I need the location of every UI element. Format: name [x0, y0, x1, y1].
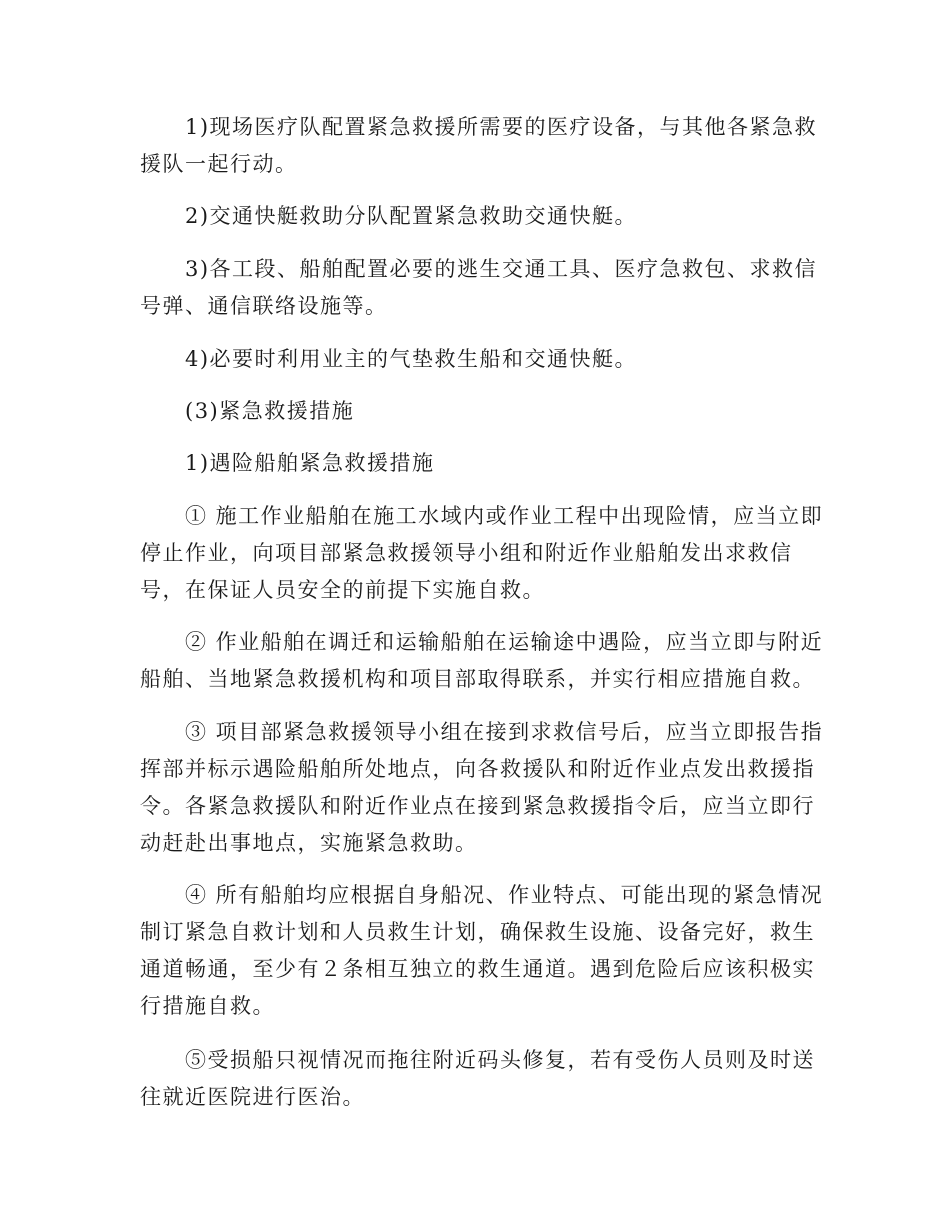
paragraph-item-2 [140, 624, 824, 698]
text-line: ⑤受损船只视情况而拖往附近码头修复，若有受伤人员则及时送 [185, 1048, 815, 1072]
subsection-heading-distressed-vessels [140, 445, 820, 482]
paragraph-item-5 [140, 1042, 820, 1116]
text-line: 船舶、当地紧急救援机构和项目部取得联系，并实行相应措施自救。 [140, 667, 815, 691]
text-line: 动赶赴出事地点，实施紧急救助。 [140, 831, 478, 855]
section-heading-rescue-measures [140, 393, 820, 430]
text-line: 行措施自救。 [140, 994, 275, 1018]
text-line: ③ 项目部紧急救援领导小组在接到求救信号后，应当立即报告指 [185, 720, 824, 744]
text-line: 1)现场医疗队配置紧急救援所需要的医疗设备，与其他各紧急救 [185, 115, 818, 139]
paragraph-item-3 [140, 714, 824, 862]
paragraph-medical-team [140, 109, 820, 183]
text-line: 号弹、通信联络设施等。 [140, 294, 388, 318]
text-line: 号，在保证人员安全的前提下实施自救。 [140, 578, 545, 602]
paragraph-work-section-equipment [140, 251, 820, 325]
text-line: 令。各紧急救援队和附近作业点在接到紧急救援指令后，应当立即行 [140, 794, 815, 818]
subsection-heading: 1)遇险船舶紧急救援措施 [185, 451, 435, 475]
text-line: 援队一起行动。 [140, 152, 298, 176]
text-line: 制订紧急自救计划和人员救生计划，确保救生设施、设备完好，救生 [140, 920, 815, 944]
text-line: 2)交通快艇救助分队配置紧急救助交通快艇。 [185, 204, 638, 228]
text-line: ① 施工作业船舶在施工水域内或作业工程中出现险情，应当立即 [185, 504, 824, 528]
paragraph-hovercraft [140, 341, 820, 378]
paragraph-item-1 [140, 498, 824, 609]
text-line: 停止作业，向项目部紧急救援领导小组和附近作业船舶发出求救信 [140, 541, 793, 565]
text-line: ② 作业船舶在调迁和运输船舶在运输途中遇险，应当立即与附近 [185, 630, 824, 654]
text-line: 3)各工段、船舶配置必要的逃生交通工具、医疗急救包、求救信 [185, 257, 818, 281]
text-line: 往就近医院进行医治。 [140, 1085, 365, 1109]
text-line: ④ 所有船舶均应根据自身船况、作业特点、可能出现的紧急情况 [185, 883, 824, 907]
text-line: 通道畅通，至少有２条相互独立的救生通道。遇到危险后应该积极实 [140, 957, 815, 981]
paragraph-boat-rescue-team [140, 198, 820, 235]
paragraph-item-4 [140, 877, 824, 1025]
text-line: 挥部并标示遇险船舶所处地点，向各救援队和附近作业点发出救援指 [140, 757, 815, 781]
text-line: 4)必要时利用业主的气垫救生船和交通快艇。 [185, 347, 638, 371]
section-heading: (3)紧急救援措施 [185, 399, 355, 423]
